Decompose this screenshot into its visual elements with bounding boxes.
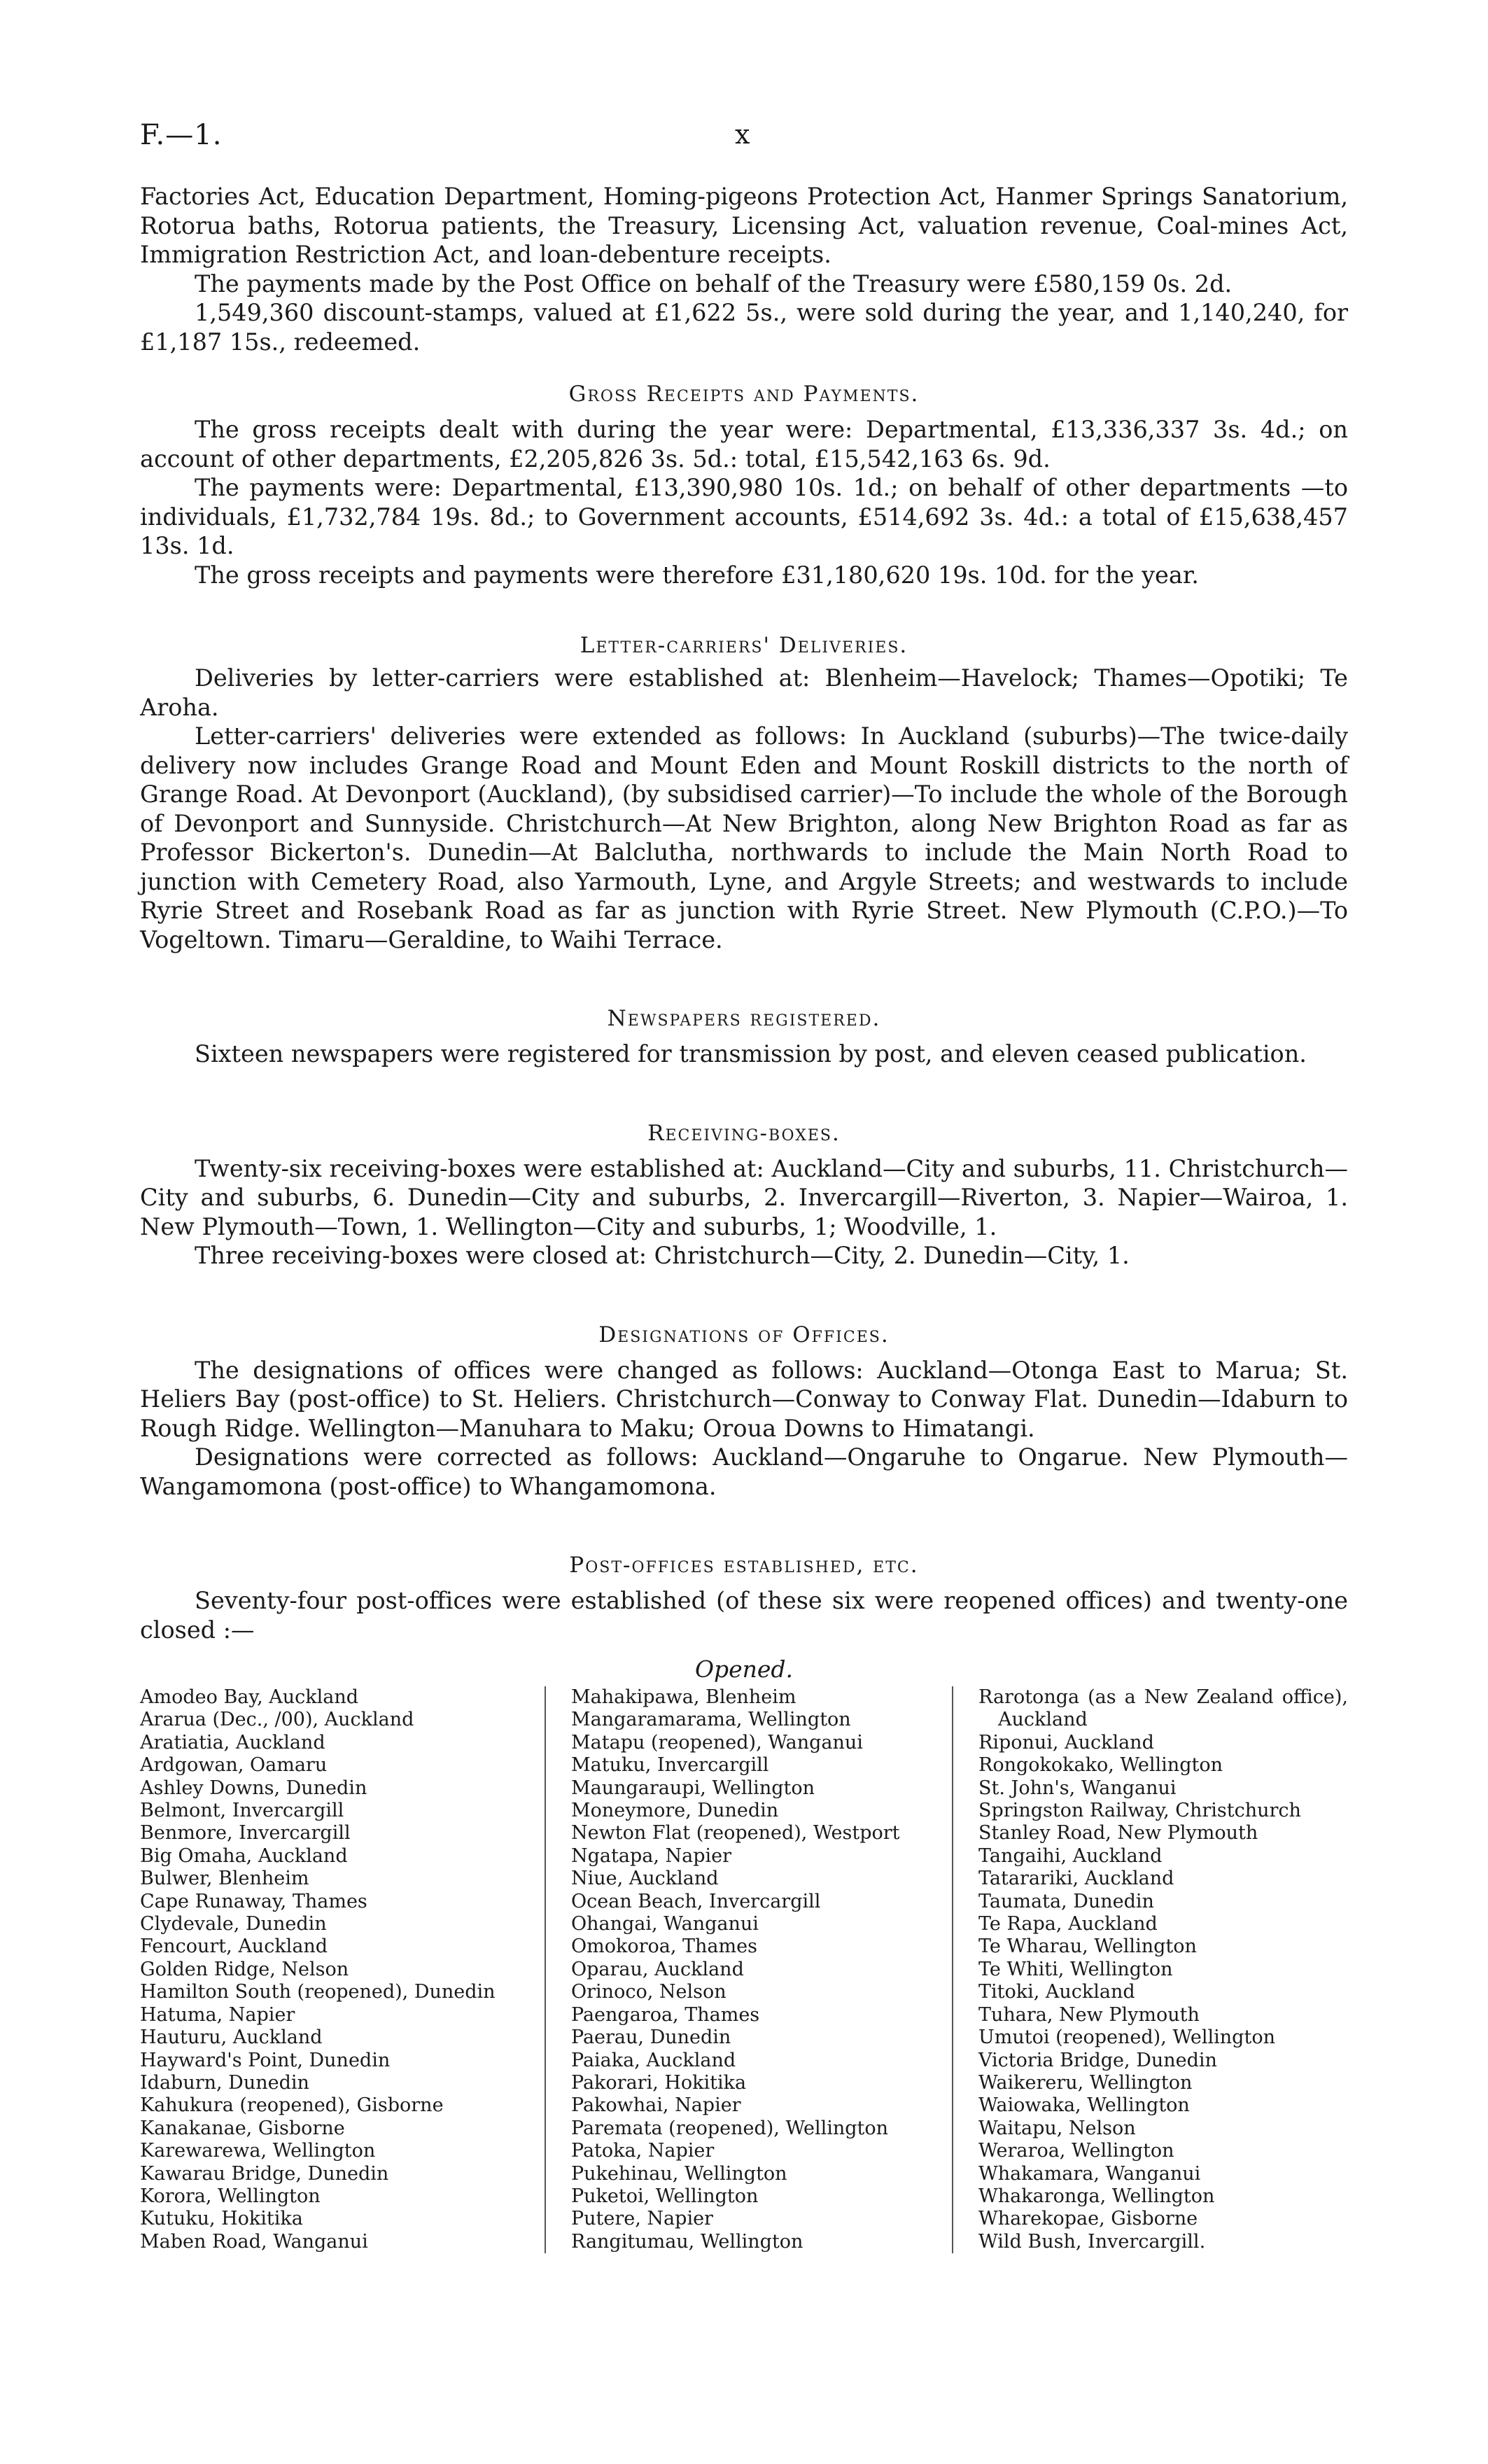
continuation-paragraph: Factories Act, Education Department, Homing-pigeons Protection Act, Hanmer Springs Sanatorium, Rotorua baths, Rotorua patients, the Treasury, Licensing Act, valuation revenue, Coal-mines Act, Immigration Restriction Act, and loan-debenture receipts. — [140, 183, 1348, 268]
list-item: Te Wharau, Wellington — [978, 1935, 1197, 1958]
gross-payments-paragraph: The payments were: Departmental, £13,390,980 10s. 1d.; on behalf of other departments —to individuals, £1,732,784 19s. 8d.; to Government accounts, £514,692 3s. 4d.: a total of £15,638,457 13s. 1d. — [140, 474, 1348, 559]
list-item: Waiowaka, Wellington — [978, 2094, 1190, 2117]
deliveries-established-paragraph: Deliveries by letter-carriers were established at: Blenheim—Havelock; Thames—Opotiki; Te Aroha. — [140, 664, 1348, 721]
list-item: Pukehinau, Wellington — [571, 2162, 787, 2185]
list-item: Te Rapa, Auckland — [978, 1913, 1158, 1935]
list-item: Hauturu, Auckland — [140, 2026, 323, 2049]
list-item: Tuhara, New Plymouth — [978, 2003, 1200, 2026]
list-item: Matuku, Invercargill — [571, 1754, 769, 1777]
list-item: Patoka, Napier — [571, 2140, 715, 2162]
list-item: Rongokokako, Wellington — [978, 1754, 1223, 1777]
list-item: Maben Road, Wanganui — [140, 2230, 368, 2253]
list-item: Ocean Beach, Invercargill — [571, 1890, 821, 1912]
list-item: Maungaraupi, Wellington — [571, 1777, 815, 1799]
list-item: Rarotonga (as a New Zealand office), Auckland — [978, 1686, 1348, 1731]
list-item: Stanley Road, New Plymouth — [978, 1822, 1258, 1844]
treasury-payments-paragraph: The payments made by the Post Office on behalf of the Treasury were £580,159 0s. 2d. — [195, 270, 1233, 298]
list-item: Taumata, Dunedin — [978, 1890, 1154, 1912]
newspapers-paragraph: Sixteen newspapers were registered for transmission by post, and eleven ceased publication. — [195, 1040, 1307, 1068]
list-item: Weraroa, Wellington — [978, 2140, 1174, 2162]
letter-carriers-heading: Letter-carriers' Deliveries. — [580, 633, 908, 658]
list-item: Bulwer, Blenheim — [140, 1868, 309, 1890]
list-item: Amodeo Bay, Auckland — [140, 1686, 359, 1708]
opened-subheading: Opened. — [694, 1656, 794, 1683]
list-item: Hayward's Point, Dunedin — [140, 2049, 391, 2071]
list-item: Golden Ridge, Nelson — [140, 1958, 349, 1980]
gross-receipts-paragraph: The gross receipts dealt with during the year were: Departmental, £13,336,337 3s. 4d.; on account of other departments, £2,205,826 3s. 5d.: total, £15,542,163 6s. 9d. — [140, 416, 1348, 472]
list-item: Whakaronga, Wellington — [978, 2185, 1215, 2207]
post-offices-paragraph: Seventy-four post-offices were established (of these six were reopened offices) and twenty-one closed :— — [140, 1587, 1348, 1644]
opened-offices-list — [140, 1686, 1348, 2253]
list-item: Kanakanae, Gisborne — [140, 2117, 345, 2139]
document-reference: F.—1. — [140, 119, 223, 151]
list-item: Hamilton South (reopened), Dunedin — [140, 1981, 496, 2003]
list-item: Paremata (reopened), Wellington — [571, 2117, 889, 2139]
deliveries-extended-paragraph: Letter-carriers' deliveries were extended as follows: In Auckland (suburbs)—The twice-daily delivery now includes Grange Road and Mount Eden and Mount Roskill districts to the north of Grange Road. At Devonport (Auckland), (by subsidised carrier)—To include the whole of the Borough of Devonport and Sunnyside. Christchurch—At New Brighton, along New Brighton Road as far as Professor Bickerton's. Dunedin—At Balclutha, northwards to include the Main North Road to junction with Cemetery Road, also Yarmouth, Lyne, and Argyle Streets; and westwards to include Ryrie Street and Rosebank Road as far as junction with Ryrie Street. New Plymouth (C.P.O.)—To Vogeltown. Timaru—Geraldine, to Waihi Terrace. — [140, 722, 1348, 953]
list-item: Korora, Wellington — [140, 2185, 321, 2207]
list-item: Victoria Bridge, Dunedin — [978, 2049, 1217, 2071]
gross-receipts-heading: Gross Receipts and Payments. — [568, 382, 920, 407]
receiving-boxes-heading: Receiving-boxes. — [647, 1120, 841, 1146]
list-item: Riponui, Auckland — [978, 1731, 1154, 1754]
gross-total-paragraph: The gross receipts and payments were therefore £31,180,620 19s. 10d. for the year. — [195, 561, 1199, 589]
discount-stamps-paragraph: 1,549,360 discount-stamps, valued at £1,622 5s., were sold during the year, and 1,140,240, for £1,187 15s., redeemed. — [140, 299, 1348, 356]
list-item: Whakamara, Wanganui — [978, 2162, 1201, 2185]
list-item: Orinoco, Nelson — [571, 1981, 727, 2003]
list-item: Omokoroa, Thames — [571, 1935, 757, 1958]
list-item: Waitapu, Nelson — [978, 2117, 1136, 2139]
list-item: Ngatapa, Napier — [571, 1844, 732, 1867]
list-item: Springston Railway, Christchurch — [978, 1800, 1301, 1822]
list-item: Ashley Downs, Dunedin — [140, 1777, 367, 1799]
opened-column-1 — [140, 1686, 546, 2253]
list-item: Ohangai, Wanganui — [571, 1913, 759, 1935]
list-item: Wharekopae, Gisborne — [978, 2208, 1198, 2230]
list-item: Moneymore, Dunedin — [571, 1800, 779, 1822]
receiving-boxes-established-paragraph: Twenty-six receiving-boxes were established at: Auckland—City and suburbs, 11. Christchurch—City and suburbs, 6. Dunedin—City and suburbs, 2. Invercargill—Riverton, 3. Napier—Wairoa, 1. New Plymouth—Town, 1. Wellington—City and suburbs, 1; Woodville, 1. — [140, 1154, 1348, 1240]
list-item: Te Whiti, Wellington — [978, 1958, 1173, 1980]
list-item: Cape Runaway, Thames — [140, 1890, 367, 1912]
list-item: Paerau, Dunedin — [571, 2026, 731, 2049]
list-item: Aratiatia, Auckland — [140, 1731, 325, 1754]
list-item: Niue, Auckland — [571, 1868, 719, 1890]
list-item: Big Omaha, Auckland — [140, 1844, 348, 1867]
list-item: Idaburn, Dunedin — [140, 2071, 309, 2094]
designations-heading: Designations of Offices. — [598, 1322, 890, 1348]
list-item: Pakorari, Hokitika — [571, 2071, 747, 2094]
list-item: Ardgowan, Oamaru — [140, 1754, 328, 1777]
list-item: Puketoi, Wellington — [571, 2185, 759, 2207]
list-item: Pakowhai, Napier — [571, 2094, 741, 2117]
list-item: Tangaihi, Auckland — [978, 1844, 1163, 1867]
newspapers-heading: Newspapers registered. — [607, 1006, 881, 1031]
list-item: Putere, Napier — [571, 2208, 713, 2230]
post-offices-heading: Post-offices established, etc. — [569, 1553, 919, 1578]
list-item: St. John's, Wanganui — [978, 1777, 1177, 1799]
list-item: Hatuma, Napier — [140, 2003, 295, 2026]
list-item: Oparau, Auckland — [571, 1958, 744, 1980]
list-item: Mahakipawa, Blenheim — [571, 1686, 796, 1708]
document-page — [140, 119, 1348, 2253]
list-item: Paengaroa, Thames — [571, 2003, 760, 2026]
page-header — [140, 119, 1348, 182]
list-item: Benmore, Invercargill — [140, 1822, 351, 1844]
list-item: Mangaramarama, Wellington — [571, 1709, 851, 1731]
list-item: Titoki, Auckland — [978, 1981, 1135, 2003]
opened-column-3 — [953, 1686, 1348, 2253]
list-item: Clydevale, Dunedin — [140, 1913, 327, 1935]
list-item: Kahukura (reopened), Gisborne — [140, 2094, 444, 2117]
list-item: Tatarariki, Auckland — [978, 1868, 1174, 1890]
list-item: Karewarewa, Wellington — [140, 2140, 376, 2162]
page-number: x — [735, 119, 750, 150]
designations-changed-paragraph: The designations of offices were changed as follows: Auckland—Otonga East to Marua; St. Heliers Bay (post-office) to St. Heliers. Christchurch—Conway to Conway Flat. Dunedin—Idaburn to Rough Ridge. Wellington—Manuhara to Maku; Oroua Downs to Himatangi. — [140, 1356, 1348, 1442]
list-item: Newton Flat (reopened), Westport — [571, 1822, 900, 1844]
list-item: Matapu (reopened), Wanganui — [571, 1731, 863, 1754]
list-item: Belmont, Invercargill — [140, 1800, 344, 1822]
list-item: Kutuku, Hokitika — [140, 2208, 303, 2230]
list-item: Paiaka, Auckland — [571, 2049, 736, 2071]
opened-column-2 — [546, 1686, 953, 2253]
list-item: Rangitumau, Wellington — [571, 2230, 803, 2253]
list-item: Fencourt, Auckland — [140, 1935, 328, 1958]
list-item: Ararua (Dec., /00), Auckland — [140, 1709, 414, 1731]
list-item: Umutoi (reopened), Wellington — [978, 2026, 1275, 2049]
list-item: Kawarau Bridge, Dunedin — [140, 2162, 389, 2185]
designations-corrected-paragraph: Designations were corrected as follows: Auckland—Ongaruhe to Ongarue. New Plymouth—Wangamomona (post-office) to Whangamomona. — [140, 1443, 1348, 1500]
list-item: Wild Bush, Invercargill. — [978, 2230, 1206, 2253]
receiving-boxes-closed-paragraph: Three receiving-boxes were closed at: Christchurch—City, 2. Dunedin—City, 1. — [195, 1242, 1130, 1269]
list-item: Waikereru, Wellington — [978, 2071, 1193, 2094]
